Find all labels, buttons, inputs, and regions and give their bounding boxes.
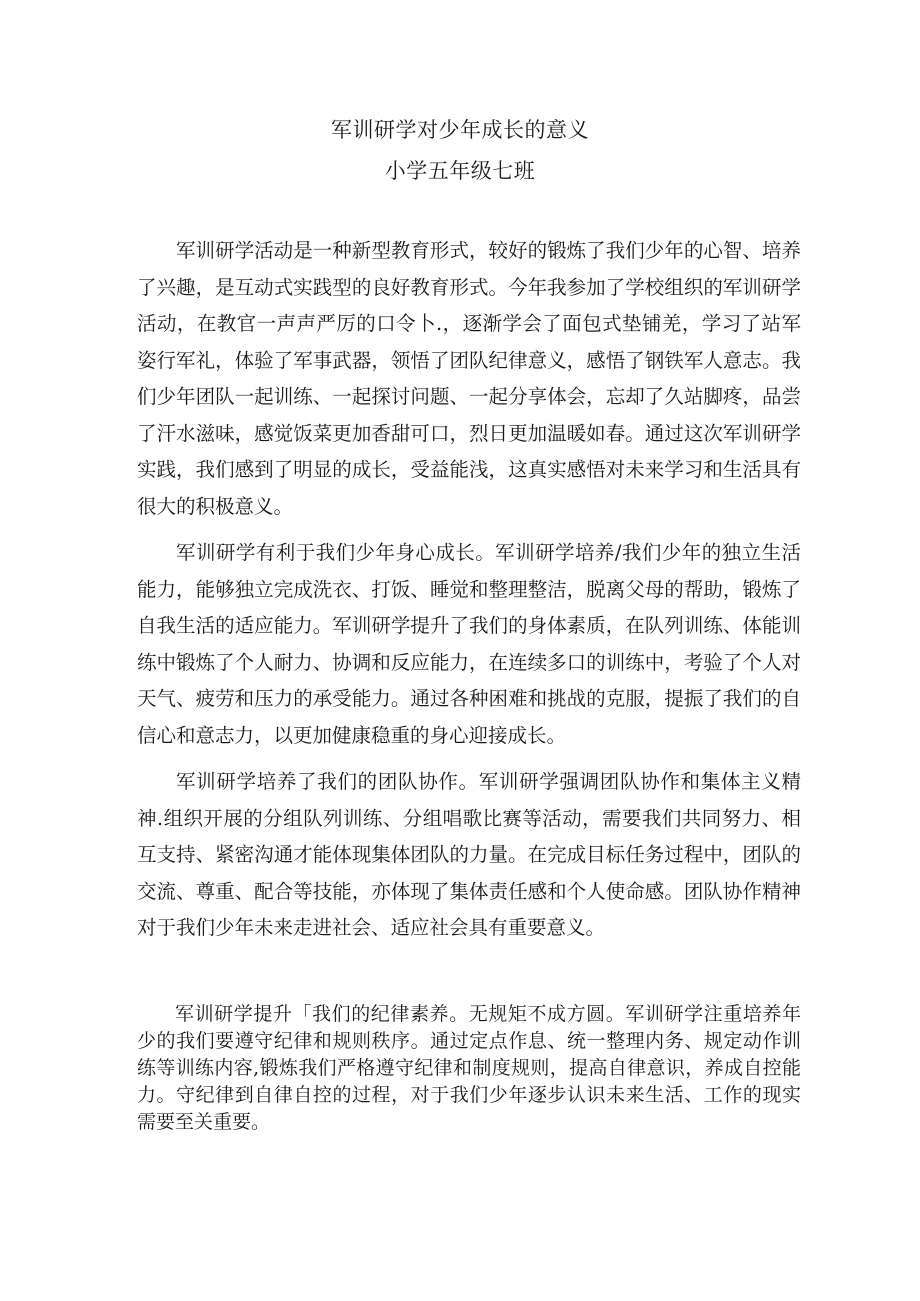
paragraph-4: 军训研学提升「我们的纪律素养。无规矩不成方圆。军训研学注重培养年少的我们要遵守纪律和规则秩序。通过定点作息、统一整理内务、规定动作训练等训练内容,锻炼我们严格遵守纪律和制度规则，提高自律意识，养成自控能力。守纪律到自律自控的过程，对于我们少年逐步认识未来生活、工作的现实需要至关重要。	[137, 1003, 801, 1133]
paragraph-3: 军训研学培养了我们的团队协作。军训研学强调团队协作和集体主义精神.组织开展的分组队列训练、分组唱歌比赛等活动，需要我们共同努力、相互支持、紧密沟通才能体现集体团队的力量。在完成目标任务过程中，团队的交流、尊重、配合等技能，亦体现了集体责任感和个人使命感。团队协作精神对于我们少年未来走进社会、适应社会具有重要意义。	[137, 770, 801, 939]
paragraph-2: 军训研学有利于我们少年身心成长。军训研学培养/我们少年的独立生活能力，能够独立完成洗衣、打饭、睡觉和整理整洁，脱离父母的帮助，锻炼了自我生活的适应能力。军训研学提升了我们的身体素质，在队列训练、体能训练中锻炼了个人耐力、协调和反应能力，在连续多口的训练中，考验了个人对天气、疲劳和压力的承受能力。通过各种困难和挑战的克服，提振了我们的自信心和意志力，以更加健康稳重的身心迎接成长。	[137, 541, 801, 747]
paragraph-1: 军训研学活动是一种新型教育形式，较好的锻炼了我们少年的心智、培养了兴趣，是互动式实践型的良好教育形式。今年我参加了学校组织的军训研学活动，在教官一声声严厉的口令卜.，逐渐学会了面包式垫铺羌，学习了站军姿行军礼，体验了军事武器，领悟了团队纪律意义，感悟了钢铁军人意志。我们少年团队一起训练、一起探讨问题、一起分享体会，忘却了久站脚疼，品尝了汗水滋味，感觉饭菜更加香甜可口，烈日更加温暖如春。通过这次军训研学实践，我们感到了明显的成长，受益能浅，这真实感悟对未来学习和生活具有很大的积极意义。	[137, 239, 801, 518]
document-body	[137, 233, 801, 957]
document-subtitle: 小学五年级七班	[384, 159, 536, 183]
document-body-continued	[137, 1001, 801, 1136]
document-title: 军训研学对少年成长的意义	[331, 118, 589, 142]
